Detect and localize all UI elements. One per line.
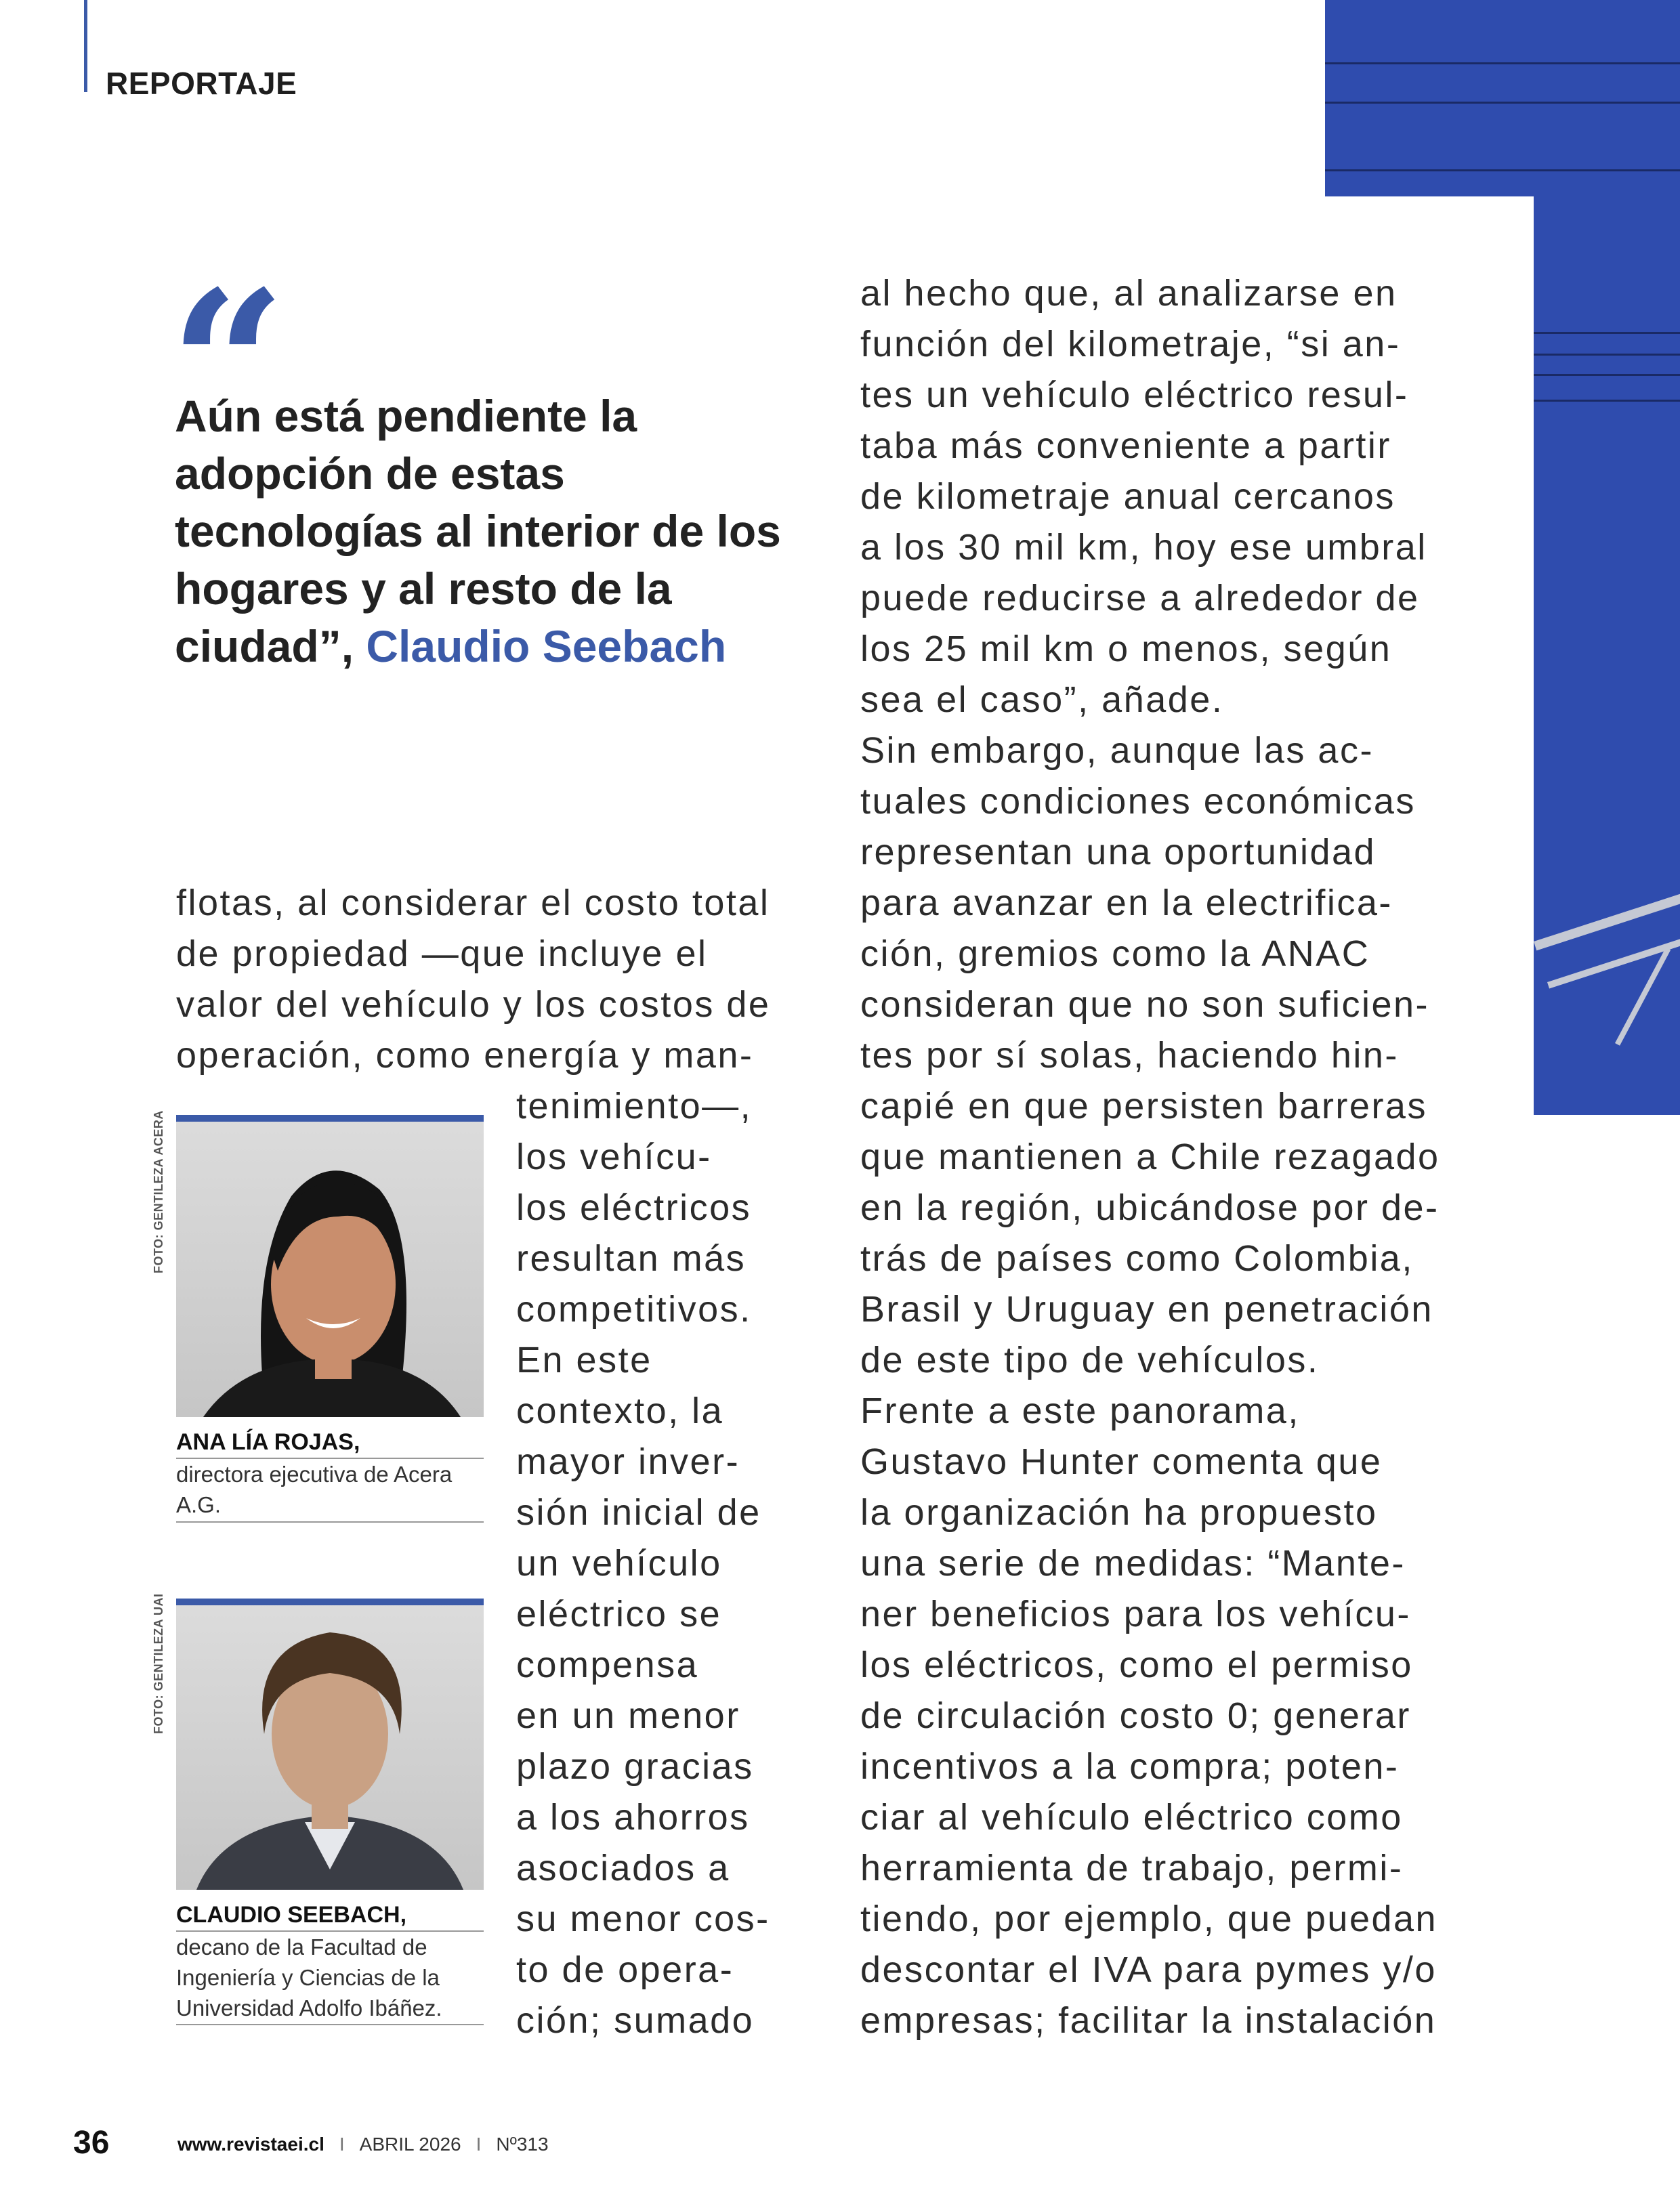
body-line: la organización ha propuesto [860, 1492, 1378, 1533]
section-accent-bar [84, 0, 87, 92]
body-line: a los ahorros [516, 1797, 750, 1838]
body-line: de kilometraje anual cercanos [860, 476, 1395, 517]
caption-role-line: directora ejecutiva de Acera [176, 1462, 453, 1487]
power-line [1534, 400, 1680, 402]
body-line: representan una oportunidad [860, 832, 1377, 872]
body-line: Frente a este panorama, [860, 1391, 1300, 1431]
caption-role-line: A.G. [176, 1492, 222, 1517]
body-line: capié en que persisten barreras [860, 1086, 1427, 1126]
footer-info [177, 2134, 549, 2155]
body-line: to de opera- [516, 1949, 734, 1990]
body-line: Brasil y Uruguay en penetración [860, 1289, 1433, 1330]
footer-website: www.revistaei.cl [177, 2134, 324, 2155]
body-line: ción, gremios como la ANAC [860, 933, 1370, 974]
body-line: ciar al vehículo eléctrico como [860, 1797, 1403, 1838]
body-line: en la región, ubicándose por de- [860, 1187, 1440, 1228]
caption-role-line: Universidad Adolfo Ibáñez. [176, 1995, 442, 2021]
pull-quote-text: Aún está pendiente la adopción de estas tecnologías al interior de los hogares y al resto de la ciudad”, [175, 391, 781, 671]
power-line [1534, 332, 1680, 334]
power-line [1325, 169, 1680, 171]
body-line: puede reducirse a alrededor de [860, 578, 1420, 618]
body-line: Sin embargo, aunque las ac- [860, 730, 1374, 771]
body-line: Gustavo Hunter comenta que [860, 1441, 1383, 1482]
pull-quote-author: Claudio Seebach [366, 621, 727, 671]
body-line: de circulación costo 0; generar [860, 1695, 1411, 1736]
body-line: consideran que no son suficien- [860, 984, 1429, 1025]
footer-date: ABRIL 2026 [359, 2134, 461, 2155]
footer-issue: Nº313 [496, 2134, 549, 2155]
body-line: resultan más [516, 1238, 747, 1279]
body-line: valor del vehículo y los costos de [176, 984, 771, 1025]
side-photo [1534, 196, 1680, 1115]
body-line: los eléctricos, como el permiso [860, 1645, 1413, 1685]
body-line: los vehícu- [516, 1137, 712, 1177]
body-line: una serie de medidas: “Mante- [860, 1543, 1406, 1584]
caption-role-line: Ingeniería y Ciencias de la [176, 1965, 440, 1990]
body-line: de este tipo de vehículos. [860, 1340, 1320, 1380]
body-line: al hecho que, al analizarse en [860, 273, 1398, 314]
body-line: trás de países como Colombia, [860, 1238, 1414, 1279]
portrait-illustration [176, 1599, 484, 1890]
photo-credit: FOTO: GENTILEZA ACERA [152, 1110, 165, 1273]
header-photo [1325, 0, 1680, 196]
section-label: REPORTAJE [106, 66, 297, 101]
caption-name: ANA LÍA ROJAS, [176, 1429, 360, 1455]
body-line: plazo gracias [516, 1746, 754, 1787]
body-line: tiendo, por ejemplo, que puedan [860, 1899, 1438, 1939]
tower-strut [1534, 887, 1680, 951]
body-line: a los 30 mil km, hoy ese umbral [860, 527, 1427, 568]
footer-separator: I [339, 2134, 345, 2155]
body-line: los eléctricos [516, 1187, 752, 1228]
body-line: para avanzar en la electrifica- [860, 883, 1393, 923]
body-line: descontar el IVA para pymes y/o [860, 1949, 1437, 1990]
power-line [1534, 354, 1680, 356]
caption-divider [176, 1521, 484, 1523]
pull-quote [175, 387, 784, 675]
body-line: incentivos a la compra; poten- [860, 1746, 1400, 1787]
body-line: operación, como energía y man- [176, 1035, 754, 1076]
power-line [1325, 102, 1680, 104]
body-line: taba más conveniente a partir [860, 425, 1391, 466]
body-line: asociados a [516, 1848, 730, 1888]
portrait-photo-ana-lia-rojas [176, 1115, 484, 1417]
body-line: de propiedad —que incluye el [176, 933, 708, 974]
body-line: su menor cos- [516, 1899, 770, 1939]
body-line: tes un vehículo eléctrico resul- [860, 375, 1409, 415]
photo-credit: FOTO: GENTILEZA UAI [152, 1593, 165, 1734]
body-line: que mantienen a Chile rezagado [860, 1137, 1440, 1177]
caption-name: CLAUDIO SEEBACH, [176, 1902, 407, 1928]
body-line: flotas, al considerar el costo total [176, 883, 770, 923]
body-line: función del kilometraje, “si an- [860, 324, 1401, 364]
body-line: contexto, la [516, 1391, 724, 1431]
portrait-photo-claudio-seebach [176, 1599, 484, 1890]
body-line: sea el caso”, añade. [860, 679, 1224, 720]
page-number: 36 [73, 2125, 110, 2161]
body-line: ner beneficios para los vehícu- [860, 1594, 1411, 1634]
caption-divider [176, 2024, 484, 2025]
body-line: eléctrico se [516, 1594, 722, 1634]
body-line: tes por sí solas, haciendo hin- [860, 1035, 1399, 1076]
body-line: tuales condiciones económicas [860, 781, 1416, 822]
body-line: sión inicial de [516, 1492, 761, 1533]
power-line [1534, 374, 1680, 376]
body-line: ción; sumado [516, 2000, 755, 2041]
body-line: empresas; facilitar la instalación [860, 2000, 1437, 2041]
body-line: en un menor [516, 1695, 740, 1736]
caption-role-line: decano de la Facultad de [176, 1934, 427, 1960]
body-line: herramienta de trabajo, permi- [860, 1848, 1404, 1888]
body-line: competitivos. [516, 1289, 752, 1330]
body-line: los 25 mil km o menos, según [860, 629, 1392, 669]
power-line [1325, 62, 1680, 64]
body-line: un vehículo [516, 1543, 722, 1584]
body-line: En este [516, 1340, 652, 1380]
quote-mark-icon: “ [169, 246, 287, 485]
body-line: tenimiento—, [516, 1086, 753, 1126]
footer-separator: I [476, 2134, 482, 2155]
portrait-illustration [176, 1115, 484, 1417]
body-line: compensa [516, 1645, 699, 1685]
body-line: mayor inver- [516, 1441, 740, 1482]
